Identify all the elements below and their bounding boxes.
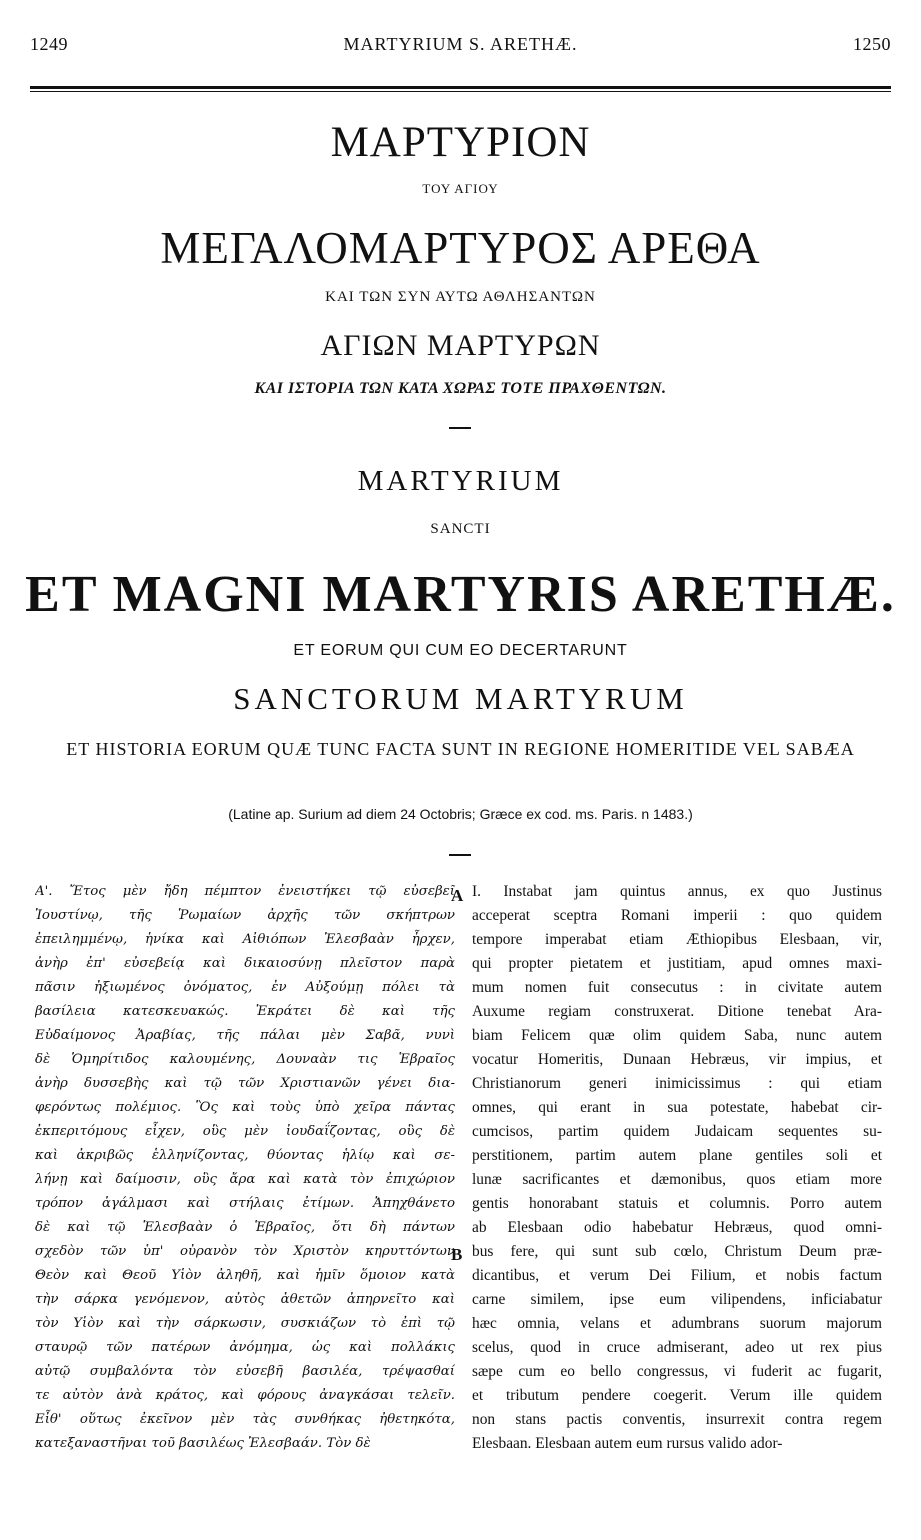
text-line: bus fere, qui sunt sub cœlo, Christum Deum præ- [472,1243,882,1260]
text-line: non stans pactis conventis, insurrexit contra regem [472,1411,882,1428]
text-line: πᾶσιν ἠξιωμένος ὀνόματος, ἐν Αὐξούμῃ πόλει τὰ [35,980,455,995]
text-line: I. Instabat jam quintus annus, ex quo Justinus [472,883,882,900]
text-line: σχεδὸν τῶν ὑπ' οὐρανὸν τὸν Χριστὸν κηρυττόντων [35,1244,455,1259]
section-dash [449,427,471,429]
text-line: λήνῃ καὶ δαίμοσιν, οὓς ἄρα καὶ κατὰ τὸν ἐπιχώριον [35,1172,455,1187]
text-line: τε αὐτὸν ἀνὰ κράτος, καὶ φόρους ἀναγκάσαι τελεῖν. [35,1388,455,1403]
text-line: mum nomen fuit consecutus : in civitate autem [472,979,882,996]
text-line: tempore imperabat etiam Æthiopibus Elesbaan, vir, [472,931,882,948]
text-line: ἐκπεριτόμους εἶχεν, οὓς μὲν ἰουδαΐζοντας, οὓς δὲ [35,1124,455,1139]
text-line: qui propter pietatem et justitiam, apud omnes maxi- [472,955,882,972]
greek-title-history: ΚΑΙ ΙΣΤΟΡΙΑ ΤΩΝ ΚΑΤΑ ΧΩΡΑΣ ΤΟΤΕ ΠΡΑΧΘΕΝΤΩΝ. [254,380,667,397]
running-header [30,34,891,60]
greek-title-saint-name: ΜΕΓΑΛΟΜΑΡΤΥΡΟΣ ΑΡΕΘΑ [160,223,761,273]
text-line: δὲ καὶ τῷ Ἐλεσβαὰν ὁ Ἑβραῖος, ὅτι δὴ πάντων [35,1220,455,1235]
greek-title-main: ΜΑΡΤΥΡΙΟΝ [330,119,591,166]
latin-title-martyrs: SANCTORUM MARTYRUM [233,681,688,716]
text-line: Christianorum generi inimicissimus : qui etiam [472,1075,882,1092]
running-title: MARTYRIUM S. ARETHÆ. [343,34,578,54]
text-line: omnes, qui erant in sua potestate, habebat cir- [472,1099,882,1116]
margin-marker-b: B [451,1245,463,1264]
text-line: Auxume regiam construxerat. Ditione tenebat Ara- [472,1003,882,1020]
section-dash [449,854,471,856]
text-line: ab Elesbaan odio habebatur Hebræus, quod omni- [472,1219,882,1236]
text-line: vocatur Homeritis, Dunaan Hebræus, vir impius, et [472,1051,882,1068]
text-line: lunæ sacrificantes et dæmonibus, quos etiam more [472,1171,882,1188]
page-number-left: 1249 [30,34,68,54]
greek-title-companions: ΚΑΙ ΤΩΝ ΣΥΝ ΑΥΤΩ ΑΘΛΗΣΑΝΤΩΝ [325,289,596,305]
text-line: φερόντως πολέμιος. Ὃς καὶ τοὺς ὑπὸ χεῖρα πάντας [35,1100,455,1115]
text-line: carne similem, ipse eum vilipendens, inficiabatur [472,1291,882,1308]
text-line: Α'. Ἔτος μὲν ἤδη πέμπτον ἐνειστήκει τῷ εὐσεβεῖ [35,884,455,899]
greek-title-martyrs: ΑΓΙΩΝ ΜΑΡΤΥΡΩΝ [320,329,601,362]
text-line: Εἶθ' οὕτως ἐκεῖνον μὲν τὰς συνθήκας ἠθετηκότα, [35,1412,455,1427]
text-line: καὶ ἀκριβῶς ἑλληνίζοντας, θύοντας ἡλίῳ καὶ σε- [35,1148,455,1163]
text-line: ἀνὴρ ἐπ' εὐσεβείᾳ καὶ δικαιοσύνῃ πλεῖστον παρὰ [35,956,455,971]
text-line: αὐτῷ συμβαλόντα τὸν εὐσεβῆ βασιλέα, τρέψασθαί [35,1364,455,1379]
latin-text-column [472,880,882,1456]
text-line: hæc omnia, velans et adumbrans suorum majorum [472,1315,882,1332]
text-line: biam Felicem quæ olim quidem Saba, nunc autem [472,1027,882,1044]
text-line: acceperat sceptra Romani imperii : quo quidem [472,907,882,924]
text-line: Elesbaan. Elesbaan autem eum rursus valido ador- [472,1435,783,1452]
text-line: τρόπον ἀγάλμασι καὶ στήλαις ἐτίμων. Ἀπηχθάνετο [35,1196,455,1211]
latin-title-companions: ET EORUM QUI CUM EO DECERTARUNT [293,642,628,659]
text-line: perstitionem, partim autem plane gentiles soli et [472,1147,882,1164]
text-line: ἐπειλημμένῳ, ἡνίκα καὶ Αἰθιόπων Ἐλεσβαὰν ἦρχεν, [35,932,455,947]
source-note: (Latine ap. Surium ad diem 24 Octobris; Græce ex cod. ms. Paris. n 1483.) [228,806,693,822]
latin-title-main: MARTYRIUM [357,465,564,497]
text-line: gentis honorabant statuis et columnis. Porro autem [472,1195,882,1212]
latin-title-sancti: SANCTI [430,521,491,537]
text-line: βασίλεια κατεσκευακώς. Ἐκράτει δὲ καὶ τῆς [35,1004,455,1019]
greek-title-of-saint: ΤΟΥ ΑΓΙΟΥ [422,181,499,196]
margin-marker-a: A [451,886,464,905]
text-line: sæpe cum eo bello congressus, vi fuderit ac fugarit, [472,1363,882,1380]
text-line: cumcisos, partim quidem Judaicam sequentes su- [472,1123,882,1140]
latin-title-history: ET HISTORIA EORUM QUÆ TUNC FACTA SUNT IN REGIONE HOMERITIDE VEL SABÆA [66,739,855,759]
header-rule [30,86,891,92]
page-number-right: 1250 [853,34,891,54]
latin-title-saint-name: ET MAGNI MARTYRIS ARETHÆ. [25,566,896,623]
text-line: δὲ Ὁμηρίτιδος καλουμένης, Δουναὰν τις Ἑβραῖος [35,1052,455,1067]
text-line: τὴν σάρκα γενόμενον, αὐτὸς ἀθετῶν ἀπηρνεῖτο καὶ [35,1292,455,1307]
text-line: σταυρῷ τῶν πατέρων ἀνόμημα, ὡς καὶ πολλάκις [35,1340,455,1355]
text-line: κατεξαναστῆναι τοῦ βασιλέως Ἐλεσβαάν. Τὸν δὲ [35,1436,371,1451]
text-line: τὸν Υἱὸν καὶ τὴν σάρκωσιν, συσκιάζων τὸ ἐπὶ τῷ [35,1316,455,1331]
text-line: Εὐδαίμονος Ἀραβίας, τῆς πάλαι μὲν Σαβᾶ, νυνὶ [35,1028,455,1043]
text-line: scelus, quod in cruce admiserant, adeo ut rex pius [472,1339,882,1356]
text-line: Ἰουστίνῳ, τῆς Ῥωμαίων ἀρχῆς τῶν σκήπτρων [35,908,455,923]
greek-text-column [35,880,455,1456]
text-line: dicantibus, et verum Dei Filium, et nobis factum [472,1267,882,1284]
text-line: et tributum pendere coegerit. Verum ille quidem [472,1387,882,1404]
text-line: Θεὸν καὶ Θεοῦ Υἱὸν ἀληθῆ, καὶ ἡμῖν ὅμοιον κατὰ [35,1268,455,1283]
text-line: ἀνὴρ δυσσεβὴς καὶ τῷ τῶν Χριστιανῶν γένει δια- [35,1076,455,1091]
